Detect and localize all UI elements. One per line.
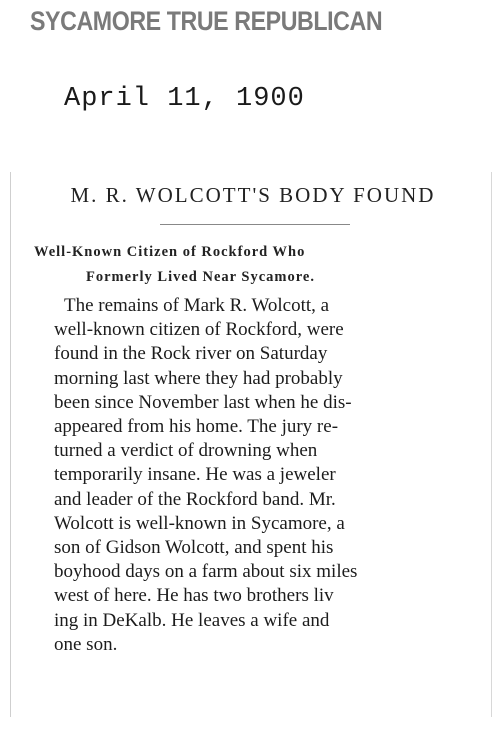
body-line: one son.: [54, 633, 118, 655]
body-line: been since November last when he dis-: [54, 391, 352, 413]
body-line: The remains of Mark R. Wolcott, a: [64, 295, 330, 316]
body-line: found in the Rock river on Saturday: [54, 343, 328, 365]
article-body: [54, 294, 494, 657]
body-line: Wolcott is well-known in Sycamore, a: [54, 512, 345, 534]
body-line: son of Gidson Wolcott, and spent his: [54, 537, 334, 559]
body-line: morning last where they had probably: [54, 367, 343, 389]
headline-divider: [160, 224, 350, 225]
body-line: and leader of the Rockford band. Mr.: [54, 488, 336, 510]
body-line: west of here. He has two brothers liv: [54, 585, 334, 607]
article-headline: M. R. WOLCOTT'S BODY FOUND: [70, 183, 436, 207]
subhead-line: Formerly Lived Near Sycamore.: [86, 269, 315, 285]
body-line: temporarily insane. He was a jeweler: [54, 464, 336, 486]
body-line: boyhood days on a farm about six miles: [54, 561, 358, 583]
body-line: turned a verdict of drowning when: [54, 440, 318, 462]
body-line: appeared from his home. The jury re-: [54, 416, 339, 438]
body-line: ing in DeKalb. He leaves a wife and: [54, 609, 330, 631]
article-subhead: [22, 240, 490, 290]
subhead-line: Well-Known Citizen of Rockford Who: [34, 244, 306, 260]
date-line: April 11, 1900: [64, 84, 305, 114]
body-line: well-known citizen of Rockford, were: [54, 319, 344, 341]
newspaper-name-stamp: SYCAMORE TRUE REPUBLICAN: [30, 6, 383, 36]
